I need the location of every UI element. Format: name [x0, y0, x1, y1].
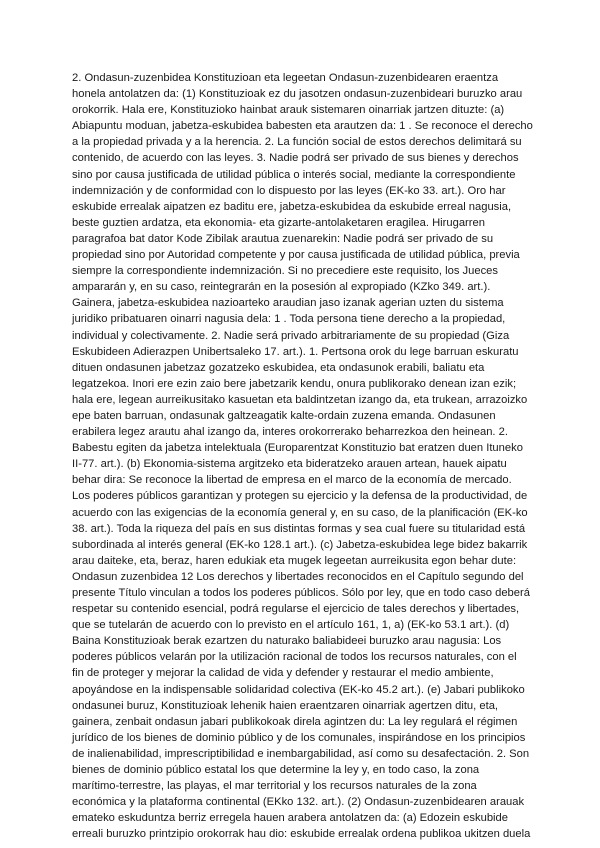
text-line: Baina Konstituzioak berak ezartzen du naturako baliabideei buruzko arau nagusia: Los [72, 635, 502, 648]
text-line: paragrafoa bat dator Kode Zibilak arautua zuenarekin: Nadie podrá ser privado de su [72, 232, 494, 245]
text-line: Ondasun zuzenbidea 12 Los derechos y libertades reconocidos en el Capítulo segundo del [72, 570, 524, 583]
text-line: de inalienabilidad, imprescriptibilidad e inembargabilidad, así como su desafectación. 2. Son [72, 747, 530, 760]
text-line: ondasunei buruz, Konstituzioak lehenik haien eraentzaren oinarriak agertzen ditu, eta, [72, 699, 499, 712]
text-line: Los poderes públicos garantizan y protegen su ejercicio y la defensa de la productividad, de [72, 490, 528, 503]
text-line: individual y colectivamente. 2. Nadie será privado arbitrariamente de su propiedad (Giza [72, 329, 510, 342]
text-line: eskubide errealak aipatzen ez baditu ere, jabetza-eskubidea da eskubide erreal nagusia, [72, 200, 512, 213]
text-line: fin de proteger y mejorar la calidad de vida y defender y restaurar el medio ambiente, [72, 667, 494, 680]
text-line: Gainera, jabetza-eskubidea nazioarteko araudian jaso izanak agerian uzten du sistema [72, 297, 504, 310]
text-line: acuerdo con las exigencias de la economía general y, en su caso, de la planificación (EK-ko [72, 506, 528, 519]
text-line: ampararán y, en su caso, reintegrarán en la posesión al expropiado (KZko 349. art.). [72, 281, 491, 294]
text-line: respetar su contenido esencial, podrá regularse el ejercicio de tales derechos y libertades, [72, 603, 520, 616]
text-line: honela antolatzen da: (1) Konstituzioak ez du jasotzen ondasun-zuzenbideari buruzko arau [72, 88, 523, 101]
text-line: económica y la plataforma continental (EKko 132. art.). (2) Ondasun-zuzenbidearen arauak [72, 796, 525, 809]
text-line: contenido, de acuerdo con las leyes. 3. Nadie podrá ser privado de sus bienes y derechos [72, 152, 519, 165]
text-line: beste guztien ardatza, eta ekonomia- eta gizarte-antolaketaren eragilea. Hirugarren [72, 216, 485, 229]
text-line: apoyándose en la indispensable solidaridad colectiva (EK-ko 45.2 art.). (e) Jabari publikoko [72, 683, 525, 696]
text-line: hala ere, legean aurreikusitako kasuetan eta baldintzetan izango da, eta trukean, arrazoizko [72, 393, 528, 406]
text-line: erreali buruzko printzipio orokorrak hau dio: eskubide errealak ordena publikoa ukitzen duela [72, 828, 531, 841]
text-line: epe baten barruan, ondasunak galtzeagatik kalte-ordain zuzena emanda. Ondasunen [72, 409, 496, 422]
text-line: presente Título vinculan a todos los poderes públicos. Sólo por ley, que en todo caso deberá [72, 587, 530, 599]
text-line: jurídico de los bienes de dominio público y de los comunales, inspirándose en los principios [72, 731, 526, 744]
text-line: Eskubideen Adierazpen Unibertsaleko 17. art.). 1. Pertsona orok du lege barruan eskuratu [72, 345, 519, 358]
text-line: II-77. art.). (b) Ekonomia-sistema argitzeko eta bideratzeko arauen artean, hauek aipatu [72, 458, 507, 471]
text-line: emateko eskuduntza berriz erregela hauen arabera antolatzen da: (a) Edozein eskubide [72, 812, 508, 825]
text-line: a la propiedad privada y a la herencia. 2. La función social de estos derechos delimitará su [72, 136, 522, 149]
text-line: indemnización y de conformidad con lo dispuesto por las leyes (EK-ko 33. art.). Oro har [72, 184, 506, 197]
text-line: propiedad sino por Autoridad competente y por causa justificada de utilidad pública, previa [72, 249, 520, 262]
text-line: behar dira: Se reconoce la libertad de empresa en el marco de la economía de mercado. [72, 474, 512, 487]
text-line: bienes de dominio público estatal los que determine la ley y, en todo caso, la zona [72, 764, 480, 777]
text-line: orokorrik. Hala ere, Konstituzioko hainbat arauk sistemaren oinarriak jartzen dituzte: (a) [72, 104, 505, 117]
text-line: que se tutelarán de acuerdo con lo previsto en el artículo 161, 1, a) (EK-ko 53.1 art.). (d) [72, 619, 510, 632]
text-line: Abiapuntu moduan, jabetza-eskubidea babesten eta arautzen da: 1 . Se reconoce el derecho [72, 120, 533, 133]
text-line: arau daiteke, eta, beraz, haren edukiak eta mugek legeetan aurreikusita egon behar dute: [72, 554, 517, 567]
text-line: 2. Ondasun-zuzenbidea Konstituzioan eta legeetan Ondasun-zuzenbidearen eraentza [72, 72, 499, 84]
text-line: marítimo-terrestre, las playas, el mar territorial y los recursos naturales de la zona [72, 780, 477, 793]
text-line: legatzekoa. Inori ere ezin zaio bere jabetzarik kendu, onura publikorako denean izan ezik; [72, 377, 517, 390]
text-line: gainera, zenbait ondasun jabari publikokoak direla agintzen du: La ley regulará el régimen [72, 715, 518, 728]
body-text [72, 70, 532, 843]
text-line: juridiko pribatuaren oinarri nagusia dela: 1 . Toda persona tiene derecho a la propiedad, [72, 313, 506, 326]
text-line: erabilera legez arautu ahal izango da, interes orokorrerako beharrezkoa den heinean. 2. [72, 426, 508, 439]
text-line: 38. art.). Toda la riqueza del país en sus distintas formas y sea cual fuere su titularidad está [72, 522, 526, 535]
text-line: poderes públicos velarán por la utilización racional de todos los recursos naturales, con el [72, 651, 517, 664]
text-line: sino por causa justificada de utilidad pública o interés social, mediante la correspondiente [72, 168, 516, 181]
text-line: subordinada al interés general (EK-ko 128.1 art.). (c) Jabetza-eskubidea lege bidez bakarrik [72, 538, 528, 551]
text-line: Babestu egiten da jabetza intelektuala (Europarentzat Konstituzio bat eratzen duen Ituneko [72, 442, 523, 455]
text-line: siempre la correspondiente indemnización. Si no precediere este requisito, los Jueces [72, 265, 498, 278]
text-line: dituen ondasunen jabetzaz gozatzeko eskubidea, eta ondasunok erabili, baliatu eta [72, 361, 485, 374]
